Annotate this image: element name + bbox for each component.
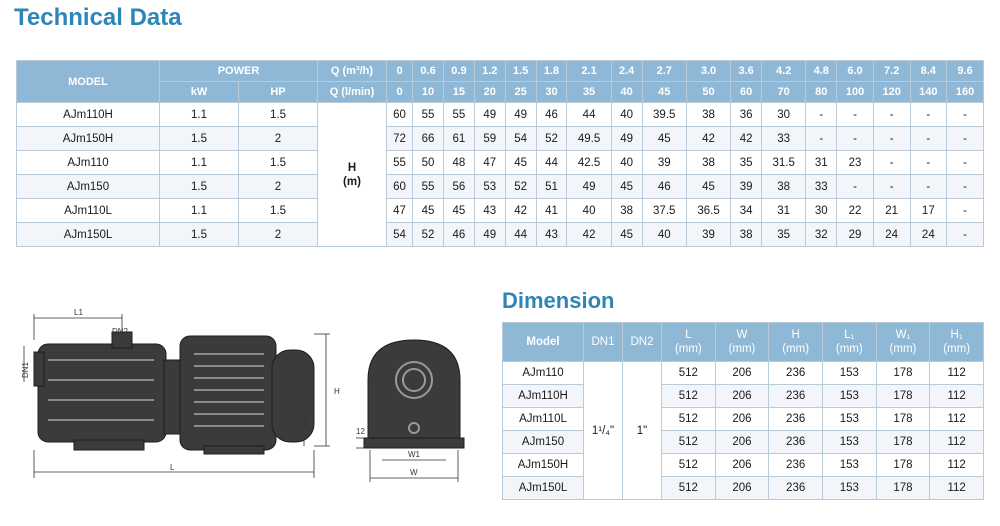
header-row-1 xyxy=(17,61,984,82)
head-value-cell: 49 xyxy=(474,223,505,247)
header-row-2 xyxy=(17,82,984,103)
l1-cell: 153 xyxy=(822,408,876,431)
q-m3h-cell: 1.5 xyxy=(505,61,536,82)
h1-cell: 112 xyxy=(930,408,984,431)
head-value-cell: 34 xyxy=(731,199,762,223)
head-value-cell: 36 xyxy=(731,103,762,127)
w1-cell: 178 xyxy=(876,362,930,385)
dim-model-cell: AJm150H xyxy=(503,454,584,477)
q-m3h-cell: 1.8 xyxy=(536,61,567,82)
label-l: L xyxy=(170,463,175,472)
head-value-cell: 49 xyxy=(474,103,505,127)
head-value-cell: 38 xyxy=(686,151,730,175)
technical-data-title: Technical Data xyxy=(14,4,182,31)
q-lmin-cell: 100 xyxy=(837,82,874,103)
q-m3h-cell: 4.2 xyxy=(762,61,806,82)
head-value-cell: 42 xyxy=(505,199,536,223)
head-value-cell: 55 xyxy=(413,103,444,127)
w-cell: 206 xyxy=(715,362,769,385)
table-row xyxy=(17,127,984,151)
q-m3h-cell: 3.6 xyxy=(731,61,762,82)
kw-cell: 1.5 xyxy=(160,223,239,247)
head-value-cell: 53 xyxy=(474,175,505,199)
model-cell: AJm150L xyxy=(17,223,160,247)
head-value-cell: - xyxy=(947,199,984,223)
head-value-cell: 47 xyxy=(387,199,413,223)
model-header: MODEL xyxy=(17,61,160,103)
head-value-cell: 35 xyxy=(762,223,806,247)
q-lmin-cell: 50 xyxy=(686,82,730,103)
label-h1: H1 xyxy=(301,415,310,426)
head-value-cell: 24 xyxy=(910,223,947,247)
pump-front-view-drawing xyxy=(354,320,474,486)
w-header xyxy=(715,323,769,362)
head-value-cell: 59 xyxy=(474,127,505,151)
head-value-cell: 23 xyxy=(837,151,874,175)
head-value-cell: 31 xyxy=(762,199,806,223)
head-value-cell: 41 xyxy=(536,199,567,223)
q-lmin-cell: 45 xyxy=(642,82,686,103)
head-value-cell: - xyxy=(947,223,984,247)
head-value-cell: 49 xyxy=(505,103,536,127)
l1-cell: 153 xyxy=(822,385,876,408)
kw-cell: 1.1 xyxy=(160,199,239,223)
l1-cell: 153 xyxy=(822,362,876,385)
head-value-cell: - xyxy=(806,127,837,151)
table-row xyxy=(503,477,984,500)
q-m3h-header: Q (m³/h) xyxy=(318,61,387,82)
l1-header-unit: (mm) xyxy=(835,343,863,355)
dim-model-cell: AJm110 xyxy=(503,362,584,385)
head-value-cell: - xyxy=(873,175,910,199)
l-cell: 512 xyxy=(662,385,716,408)
l-header xyxy=(662,323,716,362)
head-value-cell: - xyxy=(837,175,874,199)
q-m3h-cell: 2.1 xyxy=(567,61,611,82)
head-value-cell: - xyxy=(947,151,984,175)
technical-data-table xyxy=(16,60,984,247)
l-cell: 512 xyxy=(662,362,716,385)
hp-cell: 1.5 xyxy=(239,151,318,175)
head-value-cell: 38 xyxy=(611,199,642,223)
h-header xyxy=(769,323,823,362)
head-value-cell: 46 xyxy=(443,223,474,247)
h-cell: 236 xyxy=(769,408,823,431)
head-value-cell: 24 xyxy=(873,223,910,247)
hp-cell: 2 xyxy=(239,175,318,199)
l1-cell: 153 xyxy=(822,454,876,477)
w1-cell: 178 xyxy=(876,431,930,454)
q-m3h-cell: 1.2 xyxy=(474,61,505,82)
h-cell: 236 xyxy=(769,385,823,408)
dim-model-cell: AJm110L xyxy=(503,408,584,431)
w-cell: 206 xyxy=(715,454,769,477)
head-value-cell: 45 xyxy=(611,175,642,199)
l-cell: 512 xyxy=(662,477,716,500)
q-lmin-cell: 160 xyxy=(947,82,984,103)
q-lmin-cell: 15 xyxy=(443,82,474,103)
head-value-cell: 55 xyxy=(387,151,413,175)
head-value-cell: - xyxy=(873,151,910,175)
model-cell: AJm150H xyxy=(17,127,160,151)
head-value-cell: 43 xyxy=(474,199,505,223)
q-lmin-cell: 70 xyxy=(762,82,806,103)
w1-cell: 178 xyxy=(876,477,930,500)
head-value-cell: 54 xyxy=(387,223,413,247)
head-value-cell: 45 xyxy=(642,127,686,151)
label-w1: W1 xyxy=(408,450,420,459)
head-value-cell: - xyxy=(837,103,874,127)
model-cell: AJm110H xyxy=(17,103,160,127)
head-value-cell: 45 xyxy=(505,151,536,175)
kw-cell: 1.5 xyxy=(160,127,239,151)
kw-cell: 1.1 xyxy=(160,103,239,127)
head-value-cell: 36.5 xyxy=(686,199,730,223)
head-value-cell: 39 xyxy=(686,223,730,247)
w1-cell: 178 xyxy=(876,408,930,431)
q-m3h-cell: 0.6 xyxy=(413,61,444,82)
dim-model-cell: AJm150 xyxy=(503,431,584,454)
q-lmin-cell: 30 xyxy=(536,82,567,103)
head-value-cell: 29 xyxy=(837,223,874,247)
q-lmin-cell: 10 xyxy=(413,82,444,103)
label-w: W xyxy=(410,468,418,477)
w1-header-unit: (mm) xyxy=(889,343,917,355)
head-value-cell: 42 xyxy=(731,127,762,151)
h1-cell: 112 xyxy=(930,385,984,408)
head-value-cell: 45 xyxy=(611,223,642,247)
dimension-table xyxy=(502,322,984,500)
label-dn2: DN2 xyxy=(112,327,129,336)
w-cell: 206 xyxy=(715,431,769,454)
dim-model-header: Model xyxy=(503,323,584,362)
h1-header-unit: (mm) xyxy=(943,343,971,355)
q-m3h-cell: 0 xyxy=(387,61,413,82)
head-value-cell: 45 xyxy=(443,199,474,223)
table-row xyxy=(503,454,984,477)
q-m3h-cell: 6.0 xyxy=(837,61,874,82)
q-m3h-cell: 0.9 xyxy=(443,61,474,82)
table-row xyxy=(17,151,984,175)
hp-cell: 2 xyxy=(239,223,318,247)
w1-header-label: W₁ xyxy=(895,329,911,341)
w1-header xyxy=(876,323,930,362)
head-value-cell: 42.5 xyxy=(567,151,611,175)
head-label: H xyxy=(347,161,357,174)
head-unit: (m) xyxy=(343,175,361,188)
head-value-cell: 49.5 xyxy=(567,127,611,151)
head-value-cell: 40 xyxy=(642,223,686,247)
head-value-cell: 32 xyxy=(806,223,837,247)
head-value-cell: - xyxy=(837,127,874,151)
head-value-cell: 60 xyxy=(387,103,413,127)
l-cell: 512 xyxy=(662,408,716,431)
table-row xyxy=(17,175,984,199)
head-value-cell: - xyxy=(910,151,947,175)
head-value-cell: - xyxy=(873,127,910,151)
q-lmin-cell: 0 xyxy=(387,82,413,103)
q-m3h-cell: 2.7 xyxy=(642,61,686,82)
q-m3h-cell: 8.4 xyxy=(910,61,947,82)
l-header-unit: (mm) xyxy=(674,343,702,355)
label-dn1: DN1 xyxy=(21,361,30,378)
q-m3h-cell: 3.0 xyxy=(686,61,730,82)
head-value-cell: 33 xyxy=(806,175,837,199)
dn1-cell: 1¹/₄" xyxy=(584,362,623,500)
w1-cell: 178 xyxy=(876,454,930,477)
h1-cell: 112 xyxy=(930,431,984,454)
dim-model-cell: AJm150L xyxy=(503,477,584,500)
head-value-cell: 56 xyxy=(443,175,474,199)
h1-cell: 112 xyxy=(930,477,984,500)
dimension-body xyxy=(503,362,984,500)
q-m3h-cell: 7.2 xyxy=(873,61,910,82)
q-lmin-cell: 20 xyxy=(474,82,505,103)
head-value-cell: 55 xyxy=(443,103,474,127)
head-value-cell: 40 xyxy=(567,199,611,223)
label-h: H xyxy=(334,387,340,396)
q-lmin-cell: 140 xyxy=(910,82,947,103)
q-lmin-cell: 60 xyxy=(731,82,762,103)
kw-cell: 1.1 xyxy=(160,151,239,175)
head-value-cell: 40 xyxy=(611,151,642,175)
h-cell: 236 xyxy=(769,362,823,385)
h1-cell: 112 xyxy=(930,454,984,477)
head-value-cell: 39.5 xyxy=(642,103,686,127)
head-value-cell: 49 xyxy=(611,127,642,151)
h1-cell: 112 xyxy=(930,362,984,385)
head-value-cell: 44 xyxy=(505,223,536,247)
head-value-cell: 31 xyxy=(806,151,837,175)
head-value-cell: 46 xyxy=(536,103,567,127)
q-lmin-cell: 120 xyxy=(873,82,910,103)
head-value-cell: 40 xyxy=(611,103,642,127)
w-cell: 206 xyxy=(715,477,769,500)
head-value-cell: 51 xyxy=(536,175,567,199)
pump-side-view-drawing xyxy=(14,300,344,486)
table-row xyxy=(503,385,984,408)
head-value-cell: 42 xyxy=(567,223,611,247)
kw-cell: 1.5 xyxy=(160,175,239,199)
q-lmin-cell: 25 xyxy=(505,82,536,103)
head-value-cell: 72 xyxy=(387,127,413,151)
dn2-header: DN2 xyxy=(623,323,662,362)
head-value-cell: 30 xyxy=(806,199,837,223)
h-cell: 236 xyxy=(769,454,823,477)
dimension-header-row xyxy=(503,323,984,362)
table-row xyxy=(17,223,984,247)
hp-cell: 1.5 xyxy=(239,103,318,127)
model-cell: AJm150 xyxy=(17,175,160,199)
head-value-cell: 66 xyxy=(413,127,444,151)
head-value-cell: 43 xyxy=(536,223,567,247)
table-row xyxy=(503,362,984,385)
head-value-cell: 42 xyxy=(686,127,730,151)
head-value-cell: 22 xyxy=(837,199,874,223)
head-value-cell: 49 xyxy=(567,175,611,199)
l-cell: 512 xyxy=(662,431,716,454)
head-value-cell: 54 xyxy=(505,127,536,151)
h1-header xyxy=(930,323,984,362)
head-value-cell: 30 xyxy=(762,103,806,127)
head-value-cell: 35 xyxy=(731,151,762,175)
technical-data-body xyxy=(17,103,984,247)
q-m3h-cell: 4.8 xyxy=(806,61,837,82)
head-value-cell: 48 xyxy=(443,151,474,175)
table-row xyxy=(17,103,984,127)
head-value-cell: - xyxy=(910,175,947,199)
h-cell: 236 xyxy=(769,477,823,500)
hp-cell: 2 xyxy=(239,127,318,151)
q-m3h-cell: 9.6 xyxy=(947,61,984,82)
w-cell: 206 xyxy=(715,385,769,408)
l1-cell: 153 xyxy=(822,477,876,500)
head-value-cell: 38 xyxy=(762,175,806,199)
l-header-label: L xyxy=(685,329,692,341)
head-value-cell: 45 xyxy=(686,175,730,199)
hp-cell: 1.5 xyxy=(239,199,318,223)
hp-header: HP xyxy=(239,82,318,103)
head-value-cell: 60 xyxy=(387,175,413,199)
model-cell: AJm110L xyxy=(17,199,160,223)
head-value-cell: - xyxy=(910,127,947,151)
dimension-title: Dimension xyxy=(502,288,615,313)
head-value-cell: 44 xyxy=(536,151,567,175)
h1-header-label: H₁ xyxy=(950,329,963,341)
q-lmin-cell: 35 xyxy=(567,82,611,103)
head-value-cell: 39 xyxy=(642,151,686,175)
head-value-cell: 55 xyxy=(413,175,444,199)
head-value-cell: - xyxy=(910,103,947,127)
head-value-cell: 44 xyxy=(567,103,611,127)
h-header-unit: (mm) xyxy=(782,343,810,355)
head-value-cell: 52 xyxy=(536,127,567,151)
q-lmin-header: Q (l/min) xyxy=(318,82,387,103)
w1-cell: 178 xyxy=(876,385,930,408)
head-value-cell: 37.5 xyxy=(642,199,686,223)
l1-header-label: L₁ xyxy=(844,329,855,341)
kw-header: kW xyxy=(160,82,239,103)
dn1-header: DN1 xyxy=(584,323,623,362)
w-cell: 206 xyxy=(715,408,769,431)
head-value-cell: 21 xyxy=(873,199,910,223)
dim-model-cell: AJm110H xyxy=(503,385,584,408)
head-value-cell: - xyxy=(873,103,910,127)
h-header-label: H xyxy=(791,329,800,341)
label-12: 12 xyxy=(356,427,365,436)
model-cell: AJm110 xyxy=(17,151,160,175)
head-value-cell: 39 xyxy=(731,175,762,199)
power-header: POWER xyxy=(160,61,318,82)
q-lmin-cell: 80 xyxy=(806,82,837,103)
l1-cell: 153 xyxy=(822,431,876,454)
table-row xyxy=(17,199,984,223)
h-cell: 236 xyxy=(769,431,823,454)
q-m3h-cell: 2.4 xyxy=(611,61,642,82)
head-value-cell: - xyxy=(947,103,984,127)
l-cell: 512 xyxy=(662,454,716,477)
head-value-cell: 52 xyxy=(505,175,536,199)
label-l1: L1 xyxy=(74,308,83,317)
head-value-cell: - xyxy=(947,175,984,199)
l1-header xyxy=(822,323,876,362)
table-row xyxy=(503,431,984,454)
head-value-cell: 45 xyxy=(413,199,444,223)
table-row xyxy=(503,408,984,431)
w-header-label: W xyxy=(736,329,748,341)
head-unit-cell xyxy=(318,103,387,247)
head-value-cell: 31.5 xyxy=(762,151,806,175)
head-value-cell: 17 xyxy=(910,199,947,223)
dn2-cell: 1" xyxy=(623,362,662,500)
head-value-cell: 52 xyxy=(413,223,444,247)
head-value-cell: 38 xyxy=(731,223,762,247)
head-value-cell: - xyxy=(947,127,984,151)
head-value-cell: - xyxy=(806,103,837,127)
head-value-cell: 46 xyxy=(642,175,686,199)
head-value-cell: 33 xyxy=(762,127,806,151)
w-header-unit: (mm) xyxy=(728,343,756,355)
head-value-cell: 47 xyxy=(474,151,505,175)
head-value-cell: 38 xyxy=(686,103,730,127)
head-value-cell: 50 xyxy=(413,151,444,175)
head-value-cell: 61 xyxy=(443,127,474,151)
q-lmin-cell: 40 xyxy=(611,82,642,103)
